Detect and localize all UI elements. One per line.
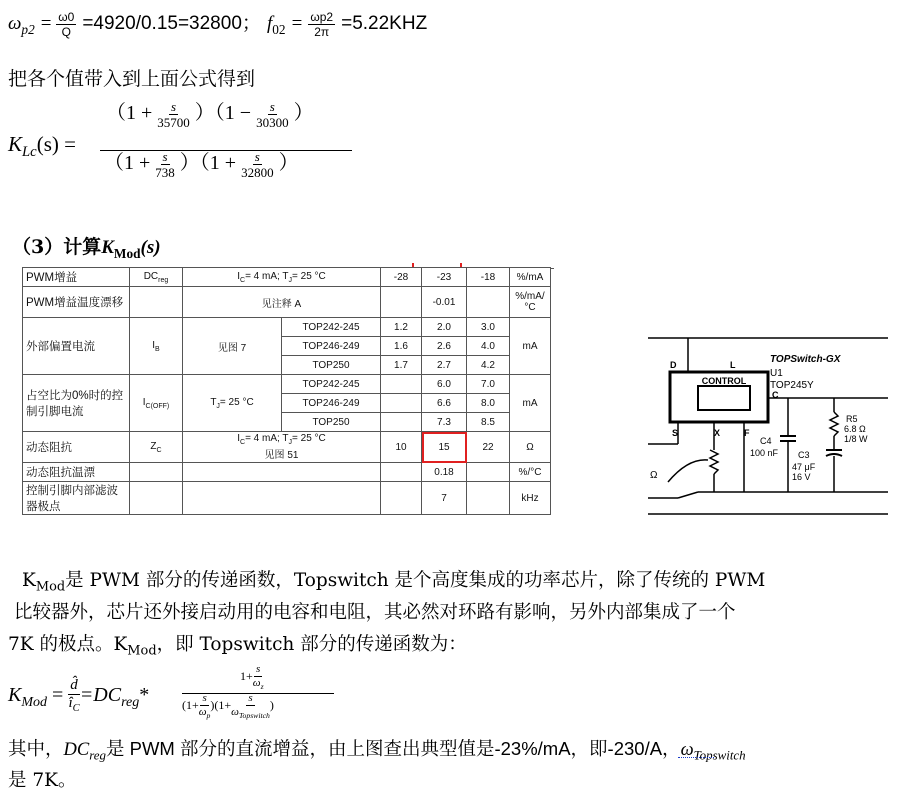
- typ-cell: 7.3: [422, 413, 467, 432]
- device-cell: TOP242-245: [282, 318, 381, 337]
- typ-cell: 2.6: [422, 337, 467, 356]
- frac-den-sub: Topswitch: [238, 711, 270, 721]
- cond: I: [237, 270, 240, 282]
- device-cell: TOP250: [282, 413, 381, 432]
- final-text1a: 其中，: [8, 739, 64, 760]
- frac-den-w: ω: [252, 677, 261, 689]
- klc-den-a: （1 +: [104, 152, 151, 174]
- device-cell: TOP242-245: [282, 375, 381, 394]
- r5-value2: 1/8 W: [844, 434, 868, 444]
- unit-cell: %/mA: [510, 268, 551, 287]
- max-cell: 8.5: [467, 413, 510, 432]
- pin-c-label: C: [772, 390, 779, 400]
- klc-denominator: [104, 146, 299, 179]
- typ-cell: 2.7: [422, 356, 467, 375]
- big-num-1: 1+: [240, 669, 253, 684]
- symbol-cell: [130, 482, 183, 515]
- max-cell: [467, 482, 510, 515]
- symbol: I: [142, 396, 146, 408]
- frac-den: [199, 706, 211, 720]
- klc-num-b: ）（1 −: [194, 102, 252, 124]
- klc-den-b: ）（1 +: [179, 152, 237, 174]
- final-dc-sub: reg: [89, 747, 106, 763]
- substitute-line: 把各个值带入到上面公式得到: [8, 68, 256, 90]
- max-cell: 4.0: [467, 337, 510, 356]
- max-cell: 4.2: [467, 356, 510, 375]
- param-cell: PWM增益: [23, 268, 130, 287]
- min-cell: 1.6: [381, 337, 422, 356]
- symbol-cell: [130, 268, 183, 287]
- symbol-cell: [130, 287, 183, 318]
- den-2: )(1+: [210, 698, 232, 713]
- device-cell: TOP246-249: [282, 337, 381, 356]
- cond-rest: = 4 mA; T: [245, 270, 289, 282]
- para-line3: [8, 630, 467, 659]
- frac-den: [68, 695, 79, 715]
- frac-den: 30300: [256, 114, 289, 130]
- frac-num: ωp2: [310, 9, 334, 24]
- formula-top: $\omega_{p2}$ = $\frac{\omega 0}{Q}$ =4920/0.15=32800； $f_{02}$ = $\frac{\omega p2}{2\pi}$ =5.22KHZ: [8, 9, 428, 39]
- den-frac-t: [231, 693, 270, 720]
- cond-line2: 见图 51: [264, 450, 299, 461]
- omega-label: Ω: [650, 470, 658, 481]
- kmod-lhs-sub: Mod: [21, 694, 48, 710]
- param-cell: 占空比为0%时的控制引脚电流: [23, 375, 130, 432]
- cond-rest: = 25 °C: [219, 396, 254, 408]
- typ-cell: -23: [422, 268, 467, 287]
- para-line2: 比较器外，芯片还外接启动用的电容和电阻，其必然对环路有影响，另外内部集成了一个: [14, 602, 736, 623]
- pin-l-label: L: [730, 360, 736, 370]
- symbol: I: [152, 339, 156, 351]
- kmod-eq: =: [47, 683, 69, 706]
- den-1: (1+: [182, 698, 199, 713]
- typ-cell: 6.0: [422, 375, 467, 394]
- para-text1: 是 PWM 部分的传递函数，Topswitch 是个高度集成的功率芯片，除了传统的 PWM: [65, 570, 766, 591]
- param-cell: 动态阻抗: [23, 432, 130, 463]
- final-line1: [8, 735, 746, 764]
- symbol-sub: B: [155, 345, 160, 353]
- formula-value: =5.22KHZ: [341, 13, 428, 34]
- para-line1: [22, 566, 765, 595]
- unit-cell: mA: [510, 375, 551, 432]
- min-cell: [381, 482, 422, 515]
- table-row: [23, 482, 551, 515]
- kmod-big-den: [182, 693, 274, 720]
- wire: [678, 492, 698, 498]
- min-cell: -28: [381, 268, 422, 287]
- symbol-cell: [130, 432, 183, 463]
- klc-den-frac1: [155, 150, 175, 179]
- cond-cell: $I_C= 4$ mA; $T_J= 25$ °C 见图 51: [183, 432, 381, 463]
- cond: T: [210, 396, 217, 408]
- circuit-schematic: [648, 332, 888, 520]
- unit-cell: mA: [510, 318, 551, 375]
- klc-sub: Lc: [22, 144, 37, 161]
- frac-den: [231, 706, 270, 720]
- cond-rest2: = 25 °C: [292, 433, 326, 444]
- c3-value2: 16 V: [792, 472, 811, 482]
- fraction-wp2-2pi: [308, 11, 335, 38]
- f02: f: [266, 13, 273, 34]
- min-cell: [381, 463, 422, 482]
- unit-cell: %/mA/°C: [510, 287, 551, 318]
- para-sub: Mod: [127, 643, 157, 659]
- min-cell: [381, 413, 422, 432]
- typ-cell: 0.18: [422, 463, 467, 482]
- typ-cell: 2.0: [422, 318, 467, 337]
- resistor-r5: [830, 412, 838, 436]
- part-label: TOP245Y: [770, 380, 814, 391]
- cond-cell: 见图 7: [183, 318, 282, 375]
- symbol: DC: [143, 270, 159, 282]
- cond-cell: [183, 482, 381, 515]
- section-k-sub: Mod: [113, 245, 141, 261]
- typ-cell: 7: [422, 482, 467, 515]
- c4-label: C4: [760, 436, 772, 446]
- min-cell: 1.7: [381, 356, 422, 375]
- frac-den: 738: [155, 164, 175, 180]
- r5-value1: 6.8 Ω: [844, 424, 866, 434]
- min-cell: [381, 287, 422, 318]
- kmod-d-frac: [68, 678, 80, 715]
- symbol-cell: [130, 318, 183, 375]
- klc-num-frac1: [157, 100, 190, 129]
- final-line2: 是 7K。: [8, 770, 77, 791]
- frac-num: s: [202, 692, 207, 704]
- pin-s-label: S: [672, 428, 679, 438]
- max-cell: [467, 463, 510, 482]
- frac-den: 32800: [241, 164, 274, 180]
- final-dc: DC: [63, 740, 90, 760]
- symbol: Z: [150, 440, 157, 452]
- table-row: [23, 375, 551, 394]
- unit-cell: %/°C: [510, 463, 551, 482]
- den-3: ): [269, 698, 274, 713]
- kmod-sub: Mod: [35, 579, 66, 595]
- min-cell: [381, 375, 422, 394]
- klc-den-frac2: [241, 150, 274, 179]
- pot-arrow: [668, 460, 708, 482]
- pin-x-label: X: [714, 428, 721, 438]
- omega-p2-sub: p2: [21, 21, 35, 37]
- spell-underline: [678, 757, 714, 758]
- klc-lhs: [8, 132, 76, 161]
- typ-cell-highlighted: 15: [422, 432, 467, 463]
- kmod-dc-sub: reg: [121, 694, 140, 710]
- frac-num: ω0: [58, 9, 75, 24]
- final-text1b: 是 PWM 部分的直流增益，由上图查出典型值是-23%/mA，即-230/A，: [105, 738, 681, 759]
- klc-num-frac2: [256, 100, 289, 129]
- frac-den: 2π: [314, 24, 330, 39]
- datasheet-table: [22, 267, 551, 515]
- max-cell: 22: [467, 432, 510, 463]
- max-cell: 7.0: [467, 375, 510, 394]
- cond: I: [237, 433, 240, 444]
- frac-den-w: ω: [198, 706, 207, 718]
- frac-den: [253, 677, 264, 691]
- frac-num: s: [171, 98, 177, 114]
- frac-num: s: [248, 692, 253, 704]
- frac-den-sub: p: [206, 711, 211, 721]
- max-cell: 3.0: [467, 318, 510, 337]
- frac-den-i: î: [68, 695, 73, 711]
- cond-cell: 见注释 A: [183, 287, 381, 318]
- kmod-star: *: [139, 683, 150, 706]
- unit-cell: kHz: [510, 482, 551, 515]
- table-row: [23, 287, 551, 318]
- param-cell: 外部偏置电流: [23, 318, 130, 375]
- min-cell: [381, 394, 422, 413]
- param-cell: 动态阻抗温漂: [23, 463, 130, 482]
- frac-num: s: [256, 663, 261, 675]
- min-cell: 1.2: [381, 318, 422, 337]
- klc-k: K: [8, 132, 23, 156]
- fraction-omega0-q: [56, 11, 76, 38]
- big-num-frac: [253, 664, 264, 691]
- equals: =: [291, 13, 303, 34]
- max-cell: 8.0: [467, 394, 510, 413]
- brand-label: TOPSwitch-GX: [770, 354, 841, 365]
- omega-p2: ω: [8, 13, 22, 34]
- den-frac-p: [199, 693, 211, 720]
- klc-num-end: ）: [293, 102, 314, 124]
- para-text3b: ，即 Topswitch 部分的传递函数为：: [156, 634, 467, 655]
- klc-rest: (s) =: [36, 132, 76, 156]
- frac-den: Q: [61, 24, 71, 39]
- c3-label: C3: [798, 450, 810, 460]
- section-k: K: [101, 237, 114, 258]
- section-rest: (s): [140, 237, 161, 258]
- table-row: [23, 463, 551, 482]
- r5-label: R5: [846, 414, 858, 424]
- kmod-dc: =DC: [79, 683, 122, 706]
- kmod-big-num: [184, 664, 264, 691]
- symbol-cell: [130, 463, 183, 482]
- section-prefix: （3）计算: [12, 236, 102, 258]
- param-cell: 控制引脚内部滤波器极点: [23, 482, 130, 515]
- table-row: [23, 318, 551, 337]
- symbol-sub: reg: [158, 276, 169, 284]
- cond-cell: $T_J= 25$ °C: [183, 375, 282, 432]
- formula-value: =4920/0.15=32800；: [82, 13, 261, 34]
- frac-den: 35700: [157, 114, 190, 130]
- device-cell: TOP246-249: [282, 394, 381, 413]
- section-heading: [12, 232, 161, 262]
- kmod-k: K: [22, 570, 36, 591]
- kmod-formula: [8, 678, 149, 715]
- frac-den-sub: C: [72, 703, 80, 714]
- frac-den-w: ω: [231, 706, 239, 718]
- typ-cell: 6.6: [422, 394, 467, 413]
- device-cell: TOP250: [282, 356, 381, 375]
- typ-cell: -0.01: [422, 287, 467, 318]
- klc-numerator: [106, 96, 314, 129]
- c3-value1: 47 μF: [792, 462, 816, 472]
- symbol-sub: C: [156, 446, 162, 454]
- cap-c3-plate-curved: [826, 454, 842, 456]
- param-cell: PWM增益温度漂移: [23, 287, 130, 318]
- max-cell: -18: [467, 268, 510, 287]
- kmod-lhs: K: [8, 683, 22, 706]
- frac-num: s: [254, 148, 260, 164]
- pin-d-label: D: [670, 360, 677, 370]
- klc-den-end: ）: [278, 152, 299, 174]
- cond-cell: [183, 463, 381, 482]
- para-text3a: 7K 的极点。K: [8, 634, 128, 655]
- final-omega-sub: Topswitch: [693, 747, 746, 763]
- cond-cell: $I_C= 4$ mA; $T_J= 25$ °C: [183, 268, 381, 287]
- frac-den-sub: z: [260, 682, 264, 692]
- min-cell: 10: [381, 432, 422, 463]
- frac-num: d̂: [70, 677, 78, 693]
- cond-rest2: = 25 °C: [292, 270, 326, 282]
- f02-sub: 02: [272, 21, 286, 37]
- symbol-sub: C(OFF): [145, 402, 170, 410]
- u1-label: U1: [770, 368, 783, 379]
- control-label: CONTROL: [701, 376, 747, 386]
- final-omega: ω: [680, 740, 694, 760]
- symbol-cell: [130, 375, 183, 432]
- c4-value: 100 nF: [750, 448, 779, 458]
- cond-rest: = 4 mA; T: [245, 433, 289, 444]
- unit-cell: Ω: [510, 432, 551, 463]
- frac-num: s: [269, 98, 275, 114]
- table-row: [23, 432, 551, 463]
- table-row: [23, 268, 551, 287]
- pin-f-label: F: [744, 428, 750, 438]
- klc-num-a: （1 +: [106, 102, 153, 124]
- frac-num: s: [162, 148, 168, 164]
- max-cell: [467, 287, 510, 318]
- potentiometer: [710, 450, 718, 474]
